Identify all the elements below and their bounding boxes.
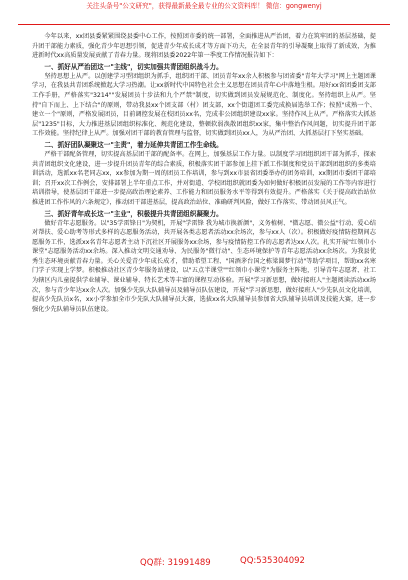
section-heading-1: 一、抓好从严治团这一"主线"，切实加强共青团组织战斗力。 [44,62,223,71]
qq-group-label: QQ群: 31991489 [140,558,211,568]
header-banner [0,0,408,26]
section-3-paragraph: 做好青年志愿服务。以"35学雷锋日"为契机，开展"学雷锋 我为城市换新颜"，义务植树、"微志愿、微公益"行动、爱心结对帮扶、爱心助考等形式多样的志愿服务活动，共开展各类志愿者活动xx余场次，参与xx人（次）。积极做好疫情防控期间志愿服务工作，选派xx名青年志愿者主动下沉社区开展服务xx余场，参与疫情防控工作的志愿者达xx人次。扎实开展"红领巾小课堂"志愿服务活动xx余场。深入推动文明交通劝导、为民服务"微行动"、生态环境保护等青年志愿活动xx余场次。为我县优秀生态环境贡献青春力量。关心关爱青少年成长成才，借助希望工程、"国酒茅台国之栋梁圆梦行动"等助学项目，帮助xx名寒门学子实现上学梦。积极推动社区青少年服务站建设，以"五点半课堂""红领巾小课堂"为服务主阵地，引导青年志愿者、社工为辖区内儿童提供学业辅导、课业辅导、特长艺术等丰富的课程互动体验。开展"学习新思想，做好接班人"主题阅读活动xx场次，参与青少年达xx余人次。加强少先队大队辅导员及辅导员队伍建设，开展"学习新思想，做好接班人"少先队员文化培训，提高少先队员x名，xx小学参加全市少先队大队辅导员大赛，选拔xx名大队辅导员参加省大队辅导员培训及技能大赛，进一步强化少先队辅导员队伍建设。 [32,219,376,313]
section-1-paragraph: 坚持思想上从严。以创建学习型团组织为抓手，组织团干部、团员青年xx余人积极参与团省委"青年大学习"网上主题团课学习，在我县共青团系统掀起大学习热潮。让xx新时代中国特色社会主义思想在团员青年心中落地生根。用好xx省团委团支部工作手册，严格落实"3214""发展团员十步法和九个严禁"制度，切实做到团员发展规范化、制度化。坚持组织上从严。坚持"自下而上、上下结合"的原则，带动我县xx个团支部（村）团支部，xx个街道团工委完成换届选举工作；按照"成熟一个、建立一个"原则，严格发展团员，目前调控发展在校团员xx名，完成非公团组织建设xx家。坚持作风上从严。严格落实大抓基层"1235"目标，大力推进基层团组织标准化、规范化建设，整顿软弱涣散团组织xx家，集中整治作风问题，切实提升团干部工作效能。坚持纪律上从严。加强对团干部的教育管理与监督，切实做到团员xx人，为从严治团、大抓基层打下坚实基础。 [32,72,376,138]
document-body [32,32,376,314]
section-heading-3: 三、抓好青年成长这一"主业"，积极提升共青团组织凝聚力。 [44,209,223,218]
banner-line-1: 关注头条号"公文研究"，获得最新最全最专业的公文资料库！ 微信：gongwenyj [86,2,322,10]
intro-paragraph: 今年以来，xx团县委紧紧围绕县委中心工作，按照团市委的统一部署，全面推进从严治团，着力在筑牢团的基层基础，提升团干部能力素质，强化青少年思想引领，促进青少年成长成才等方面下功夫，在全县青年的引导凝聚上取得了新成效，为推进新时代xx高质量发展贡献了青春力量。现将团县委2022年第一季度工作情况报告如下： [32,33,376,60]
footer-contact [0,556,408,572]
banner-divider [18,24,390,25]
section-2-paragraph: 严格干部配备管理，切实提高基层团干部的配备率。在网上，加强基层工作力量。以制度学习团组织团干部为抓手，探索共青团组织文化建设，进一步提升团员青年的综合素质，积极落实团干部参加上挂下派工作制度和党员干部到团组织的多类培训活动，选派xx名老同志xx，xx参加为期一周的团员工作培训，参与到xx市县省团委举办的团务培训，xx期团市委团干部培训；召开xx次工作例会，安排部署上半年重点工作，并对街道、学校团组织就团委为如何做好积极团员发展的工作等内容进行培训指导，使基层团干部进一步提高政治理论素养、工作能力和团员服务水平等得到有效提升。严格落实《关于提高政治站位推进团工作作风的六条规定》，推动团干部进基层，提高政治站位、准确研判风险，做好工作落实、带动团员风正气。 [32,150,376,206]
qq-number-label: QQ:535304092 [240,556,305,566]
section-heading-2: 二、抓好团队凝聚这一"主责"，着力延伸共青团工作生命线。 [44,140,223,149]
